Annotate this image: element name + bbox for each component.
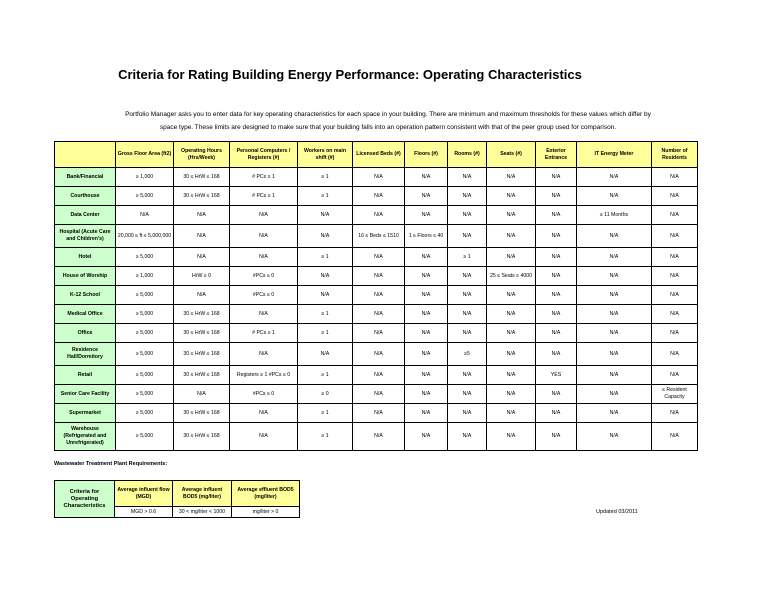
table-cell: N/A [116, 206, 174, 225]
table-cell: ≥ 5,000 [116, 305, 174, 324]
table-cell: #PCs ≥ 0 [230, 385, 298, 404]
table-cell: N/A [405, 206, 448, 225]
table-cell: N/A [448, 206, 487, 225]
table-cell: ≤ Resident Capacity [652, 385, 698, 404]
wastewater-row-label: Criteria for Operating Characteristics [55, 481, 115, 518]
table-cell: N/A [353, 343, 405, 366]
table-header-row [55, 142, 698, 168]
table-cell: # PCs ≥ 1 [230, 324, 298, 343]
table-cell: N/A [652, 187, 698, 206]
table-cell: Registers ≥ 1 #PCs ≥ 0 [230, 366, 298, 385]
table-cell: # PCs ≥ 1 [230, 168, 298, 187]
table-cell: N/A [298, 225, 353, 248]
column-header: Gross Floor Area (ft2) [116, 142, 174, 168]
space-type-label: Office [55, 324, 116, 343]
table-cell: N/A [487, 225, 536, 248]
table-cell: ≥ 5,000 [116, 366, 174, 385]
space-type-label: Courthouse [55, 187, 116, 206]
table-cell: #PCs ≥ 0 [230, 286, 298, 305]
table-row [55, 225, 698, 248]
space-type-label: Warehouse (Refrigerated and Unrefrigerated) [55, 423, 116, 451]
table-row [55, 423, 698, 451]
table-row [55, 305, 698, 324]
table-cell: N/A [353, 248, 405, 267]
table-cell: ≥ 0 [298, 385, 353, 404]
table-cell: N/A [230, 248, 298, 267]
updated-date: Updated 03/2011 [596, 509, 638, 515]
column-header: Operating Hours (Hrs/Week) [174, 142, 230, 168]
table-cell: N/A [405, 187, 448, 206]
table-cell: N/A [536, 248, 577, 267]
table-cell: N/A [652, 248, 698, 267]
table-cell: 30 ≤ HrW ≤ 168 [174, 366, 230, 385]
table-cell: N/A [652, 343, 698, 366]
table-cell: YES [536, 366, 577, 385]
wastewater-label: Wastewater Treatment Plant Requirements: [54, 461, 168, 467]
table-cell: ≥ 1 [298, 366, 353, 385]
table-cell: N/A [652, 267, 698, 286]
table-cell: ≥ 1 [298, 423, 353, 451]
space-type-label: Hospital (Acute Care and Children's) [55, 225, 116, 248]
wastewater-header: Average influent flow (MGD) [115, 481, 173, 507]
column-header: Seats (#) [487, 142, 536, 168]
table-row [55, 385, 698, 404]
table-cell: ≥5 [448, 343, 487, 366]
table-row [55, 404, 698, 423]
space-type-label: Hotel [55, 248, 116, 267]
wastewater-value: 30 < mg/liter < 1000 [173, 507, 232, 518]
table-cell: N/A [448, 404, 487, 423]
table-cell: N/A [353, 286, 405, 305]
table-cell: N/A [230, 305, 298, 324]
table-cell: N/A [536, 187, 577, 206]
table-cell: N/A [577, 305, 652, 324]
column-header: Licensed Beds (#) [353, 142, 405, 168]
table-cell: N/A [405, 366, 448, 385]
table-cell: N/A [577, 168, 652, 187]
table-row [55, 168, 698, 187]
table-cell: ≥ 1 [298, 248, 353, 267]
table-cell: N/A [652, 404, 698, 423]
table-cell: N/A [487, 187, 536, 206]
table-cell: N/A [487, 168, 536, 187]
table-cell: N/A [298, 267, 353, 286]
table-cell: N/A [652, 225, 698, 248]
wastewater-value: mg/liter > 0 [232, 507, 300, 518]
column-header: Floors (#) [405, 142, 448, 168]
table-cell: ≥ 5,000 [116, 248, 174, 267]
table-cell: N/A [353, 206, 405, 225]
table-cell: ≥ 5,000 [116, 423, 174, 451]
table-cell: N/A [298, 343, 353, 366]
table-cell: N/A [174, 206, 230, 225]
table-cell: N/A [536, 267, 577, 286]
table-cell: N/A [448, 286, 487, 305]
table-cell: N/A [487, 324, 536, 343]
table-cell: ≥ 1 [298, 404, 353, 423]
table-cell: N/A [405, 343, 448, 366]
table-cell: N/A [652, 168, 698, 187]
table-row [55, 324, 698, 343]
wastewater-table [54, 480, 300, 518]
table-cell: ≥ 1 [298, 324, 353, 343]
table-cell: N/A [448, 423, 487, 451]
table-cell: ≥ 5,000 [116, 343, 174, 366]
table-cell: N/A [652, 286, 698, 305]
table-cell: N/A [536, 385, 577, 404]
table-cell: N/A [448, 305, 487, 324]
table-cell: N/A [405, 267, 448, 286]
intro-text [108, 108, 668, 134]
table-cell: N/A [405, 286, 448, 305]
table-row [55, 267, 698, 286]
table-cell: N/A [536, 324, 577, 343]
table-cell: N/A [174, 225, 230, 248]
table-cell: N/A [405, 305, 448, 324]
table-cell: N/A [487, 423, 536, 451]
column-header: Personal Computers / Registers (#) [230, 142, 298, 168]
table-cell: N/A [353, 423, 405, 451]
table-cell: N/A [448, 324, 487, 343]
table-cell: N/A [230, 206, 298, 225]
table-cell: N/A [487, 343, 536, 366]
space-type-label: Data Center [55, 206, 116, 225]
table-cell: N/A [405, 423, 448, 451]
table-cell: N/A [577, 423, 652, 451]
table-cell: N/A [536, 286, 577, 305]
table-cell: #PCs ≥ 0 [230, 267, 298, 286]
table-cell: N/A [652, 206, 698, 225]
table-cell: ≥ 5,000 [116, 187, 174, 206]
table-cell: N/A [577, 267, 652, 286]
table-row [55, 187, 698, 206]
table-cell: N/A [230, 404, 298, 423]
table-cell: ≥ 11 Months [577, 206, 652, 225]
table-cell: N/A [405, 324, 448, 343]
table-cell: N/A [577, 404, 652, 423]
column-header [55, 142, 116, 168]
table-cell: ≥ 1,000 [116, 168, 174, 187]
table-cell: N/A [230, 225, 298, 248]
table-cell: N/A [487, 366, 536, 385]
table-row [55, 206, 698, 225]
table-cell: N/A [577, 286, 652, 305]
table-cell: 20,000 ≤ ft ≤ 5,000,000 [116, 225, 174, 248]
table-cell: N/A [353, 324, 405, 343]
column-header: IT Energy Meter [577, 142, 652, 168]
table-cell: ≥ 1 [298, 187, 353, 206]
table-cell: N/A [487, 404, 536, 423]
table-row [55, 286, 698, 305]
table-cell: N/A [353, 366, 405, 385]
table-cell: N/A [487, 305, 536, 324]
table-cell: N/A [174, 385, 230, 404]
table-cell: N/A [405, 404, 448, 423]
table-cell: N/A [353, 168, 405, 187]
space-type-label: Senior Care Facility [55, 385, 116, 404]
table-cell: 30 ≤ HrW ≤ 168 [174, 404, 230, 423]
table-cell: ≥ 1,000 [116, 267, 174, 286]
space-type-label: Residence Hall/Dormitory [55, 343, 116, 366]
table-cell: 30 ≤ HrW ≤ 168 [174, 324, 230, 343]
column-header: Workers on main shift (#) [298, 142, 353, 168]
table-cell: N/A [536, 404, 577, 423]
table-cell: N/A [448, 168, 487, 187]
wastewater-header: Average effluent BOD5 (mg/liter) [232, 481, 300, 507]
column-header: Number of Residents [652, 142, 698, 168]
table-cell: N/A [448, 385, 487, 404]
table-cell: N/A [536, 423, 577, 451]
table-cell: 1 ≤ Floors ≤ 40 [405, 225, 448, 248]
table-cell: N/A [405, 385, 448, 404]
table-cell: ≥ 5,000 [116, 385, 174, 404]
criteria-table [54, 141, 698, 451]
table-row [55, 248, 698, 267]
table-cell: N/A [536, 343, 577, 366]
column-header: Rooms (#) [448, 142, 487, 168]
table-cell: 30 ≤ HrW ≤ 168 [174, 423, 230, 451]
table-cell: N/A [487, 286, 536, 305]
space-type-label: K-12 School [55, 286, 116, 305]
table-cell: ≥ 1 [448, 248, 487, 267]
table-cell: ≥ 5,000 [116, 286, 174, 305]
table-cell: N/A [448, 187, 487, 206]
table-cell: 30 ≤ HrW ≤ 168 [174, 343, 230, 366]
space-type-label: Medical Office [55, 305, 116, 324]
table-cell: N/A [577, 366, 652, 385]
table-cell: N/A [353, 305, 405, 324]
table-cell: N/A [577, 187, 652, 206]
intro-line-2: space type. These limits are designed to make sure that your building falls into an operation pattern consistent with that of the peer group used for comparison. [159, 124, 617, 131]
table-cell: N/A [577, 324, 652, 343]
table-cell: N/A [174, 248, 230, 267]
table-cell: N/A [652, 366, 698, 385]
table-cell: N/A [230, 343, 298, 366]
table-cell: N/A [536, 206, 577, 225]
intro-line-1: Portfolio Manager asks you to enter data for key operating characteristics for each space in your building. There are minimum and maximum thresholds for these values which differ by [125, 111, 651, 118]
table-row [55, 343, 698, 366]
table-cell: N/A [487, 248, 536, 267]
table-cell: N/A [487, 206, 536, 225]
table-cell: N/A [536, 225, 577, 248]
table-cell: N/A [536, 168, 577, 187]
space-type-label: Bank/Financial [55, 168, 116, 187]
table-cell: ≥ 5,000 [116, 404, 174, 423]
page-title: Criteria for Rating Building Energy Performance: Operating Characteristics [118, 67, 582, 82]
table-cell: ≥ 1 [298, 168, 353, 187]
column-header: Exterior Entrance [536, 142, 577, 168]
table-cell: N/A [536, 305, 577, 324]
table-cell: 30 ≤ HrW ≤ 168 [174, 305, 230, 324]
table-cell: N/A [405, 168, 448, 187]
table-cell: N/A [353, 187, 405, 206]
table-cell: N/A [448, 225, 487, 248]
table-cell: N/A [405, 248, 448, 267]
table-cell: N/A [577, 385, 652, 404]
table-cell: N/A [174, 286, 230, 305]
table-cell: N/A [577, 343, 652, 366]
table-cell: 30 ≤ HrW ≤ 168 [174, 168, 230, 187]
table-cell: 30 ≤ HrW ≤ 168 [174, 187, 230, 206]
space-type-label: House of Worship [55, 267, 116, 286]
table-cell: N/A [298, 286, 353, 305]
table-cell: ≥ 1 [298, 305, 353, 324]
table-row [55, 366, 698, 385]
table-cell: N/A [652, 305, 698, 324]
table-cell: 16 ≤ Beds ≤ 1510 [353, 225, 405, 248]
space-type-label: Retail [55, 366, 116, 385]
table-cell: N/A [577, 248, 652, 267]
table-cell: 25 ≤ Seats ≤ 4000 [487, 267, 536, 286]
table-cell: N/A [353, 267, 405, 286]
table-cell: N/A [448, 267, 487, 286]
wastewater-header: Average influent BOD5 (mg/liter) [173, 481, 232, 507]
table-cell: N/A [298, 206, 353, 225]
table-cell: N/A [448, 366, 487, 385]
table-cell: HrW ≥ 0 [174, 267, 230, 286]
wastewater-value: MGD > 0.6 [115, 507, 173, 518]
table-cell: ≥ 5,000 [116, 324, 174, 343]
table-cell: N/A [353, 404, 405, 423]
table-cell: N/A [353, 385, 405, 404]
table-cell: N/A [652, 423, 698, 451]
table-cell: N/A [652, 324, 698, 343]
table-cell: # PCs ≥ 1 [230, 187, 298, 206]
space-type-label: Supermarket [55, 404, 116, 423]
table-cell: N/A [577, 225, 652, 248]
table-cell: N/A [230, 423, 298, 451]
table-cell: N/A [487, 385, 536, 404]
wastewater-header-row [55, 481, 300, 507]
